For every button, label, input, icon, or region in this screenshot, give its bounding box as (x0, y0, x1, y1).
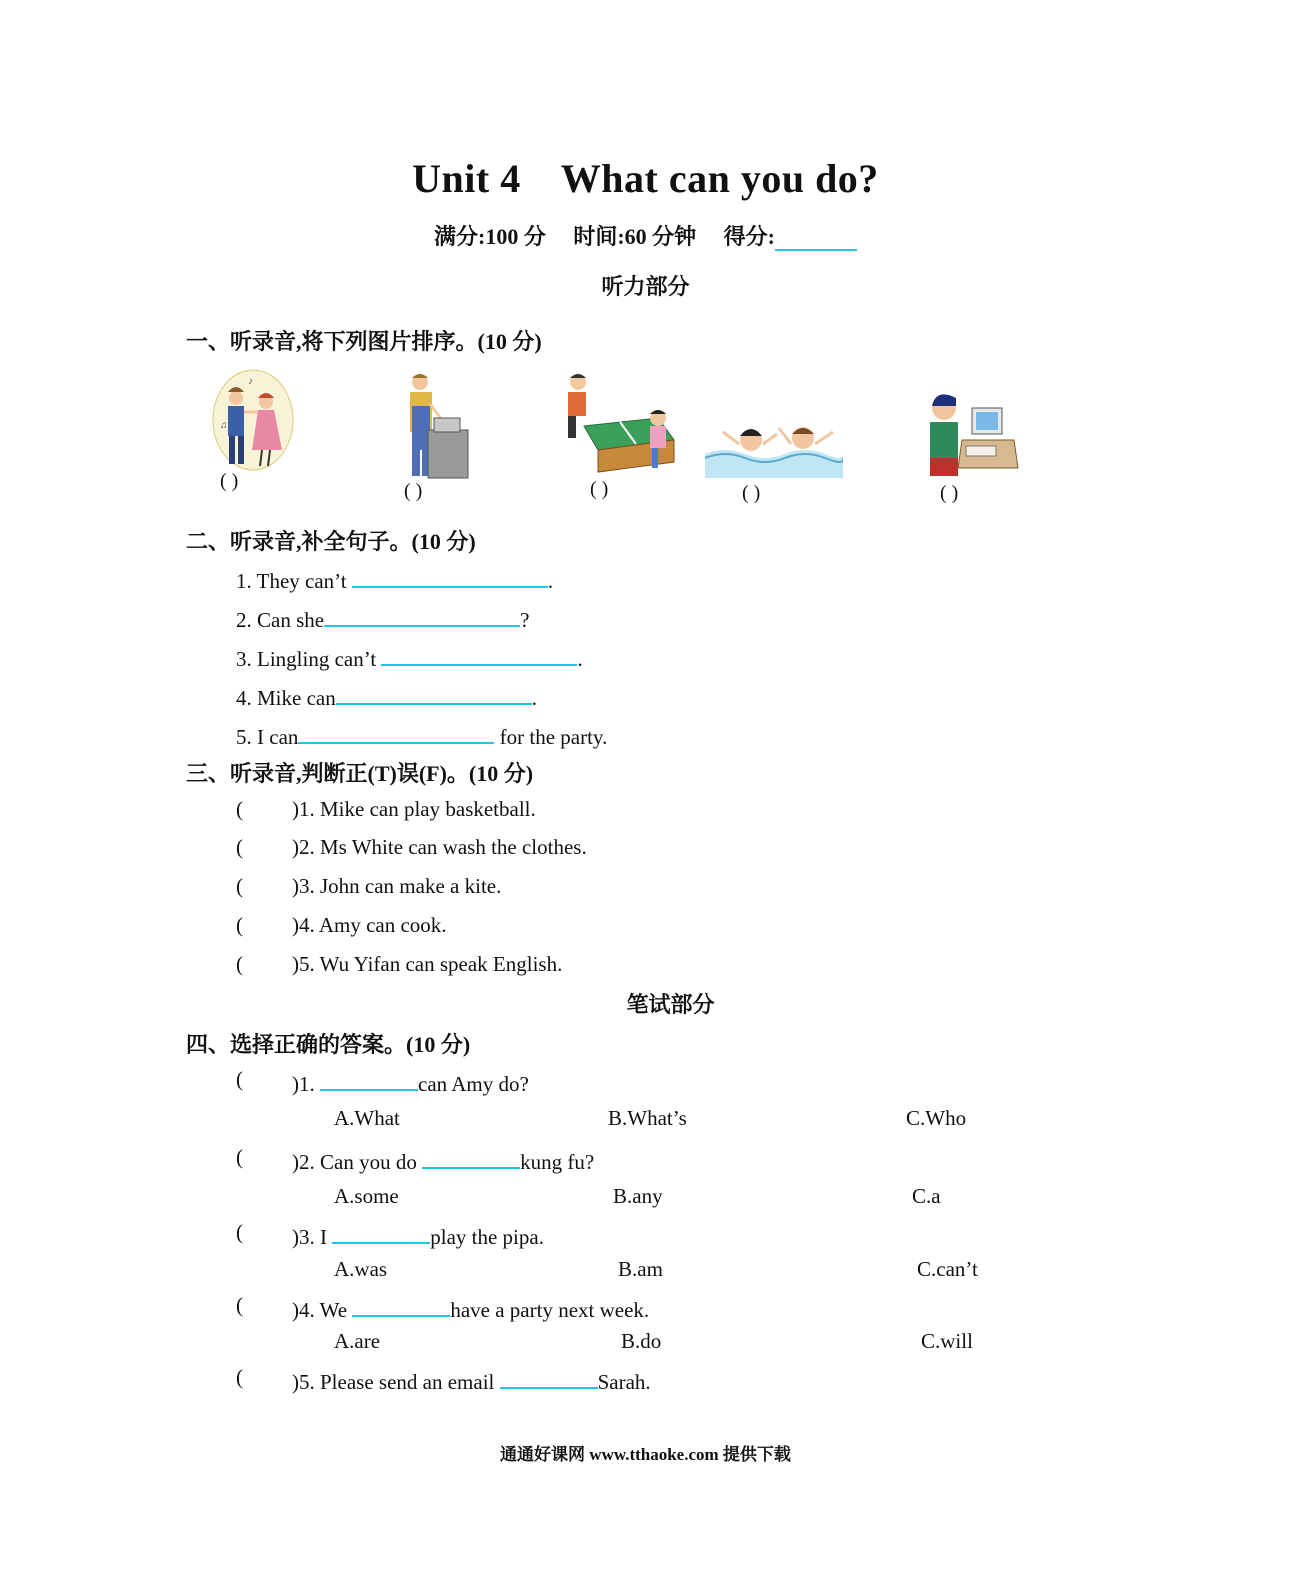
woman-cooking-picture (398, 370, 470, 482)
tf-item-4: )4. Amy can cook. (292, 913, 447, 937)
fill-item-end: for the party. (499, 725, 608, 749)
mc-number: )4. (292, 1298, 315, 1322)
mc-before: We (319, 1298, 348, 1322)
mc-before: Please send an email (320, 1370, 495, 1394)
fill-item-text: 2. Can she (236, 608, 325, 632)
title-text: What can you do? (560, 156, 879, 201)
page-title (0, 155, 1291, 202)
mc-number: )1. (292, 1072, 315, 1096)
mc-open-paren[interactable]: ( (236, 1220, 243, 1244)
mc-before: Can you do (320, 1150, 417, 1174)
mc-number: )5. (292, 1370, 315, 1394)
tf-open-paren[interactable]: ( (236, 797, 243, 821)
mc-open-paren[interactable]: ( (236, 1365, 243, 1389)
answer-blank[interactable] (500, 1365, 598, 1389)
fill-item-end: . (547, 569, 554, 593)
time-limit: 时间:60 分钟 (573, 224, 697, 249)
tf-open-paren[interactable]: ( (236, 835, 243, 859)
mc3-option-c[interactable]: C.can’t (917, 1257, 978, 1281)
section2-heading: 二、听录音,补全句子。(10 分) (186, 529, 476, 554)
fill-item-text: 4. Mike can (236, 686, 336, 710)
mc-after: play the pipa. (430, 1225, 544, 1249)
answer-blank[interactable] (336, 681, 532, 705)
tf-item-3: )3. John can make a kite. (292, 874, 502, 898)
answer-blank[interactable] (320, 1067, 418, 1091)
fill-item-text: 3. Lingling can’t (236, 647, 377, 671)
listening-heading: 听力部分 (601, 274, 690, 299)
answer-blank[interactable] (422, 1145, 520, 1169)
tf-open-paren[interactable]: ( (236, 874, 243, 898)
written-heading: 笔试部分 (626, 992, 715, 1017)
mc1-option-a[interactable]: A.What (334, 1106, 400, 1130)
svg-text:♪: ♪ (248, 376, 253, 387)
mc-number: )3. (292, 1225, 315, 1249)
ping-pong-picture (562, 370, 680, 478)
tf-open-paren[interactable]: ( (236, 913, 243, 937)
mc1-option-b[interactable]: B.What’s (608, 1106, 687, 1130)
fill-item-end: ? (520, 608, 530, 632)
exam-meta (0, 220, 1291, 251)
tf-item-1: )1. Mike can play basketball. (292, 797, 536, 821)
section3-heading: 三、听录音,判断正(T)误(F)。(10 分) (186, 761, 534, 786)
picture5-bracket[interactable]: ( ) (940, 482, 959, 504)
full-score: 满分:100 分 (434, 224, 546, 249)
mc4-option-b[interactable]: B.do (621, 1329, 662, 1353)
mc-open-paren[interactable]: ( (236, 1067, 243, 1091)
score-label: 得分: (723, 224, 775, 249)
fill-item-5 (236, 720, 607, 750)
mc2-option-a[interactable]: A.some (334, 1184, 399, 1208)
fill-item-3 (236, 642, 583, 672)
fill-item-4 (236, 681, 537, 711)
answer-blank[interactable] (352, 1293, 450, 1317)
tf-item-2: )2. Ms White can wash the clothes. (292, 835, 587, 859)
mc1-option-c[interactable]: C.Who (906, 1106, 967, 1130)
tf-item-5: )5. Wu Yifan can speak English. (292, 952, 563, 976)
svg-text:♫: ♫ (220, 420, 228, 431)
mc-number: )2. (292, 1150, 315, 1174)
mc-question-1 (292, 1067, 529, 1097)
mc-after: Sarah. (597, 1370, 651, 1394)
mc-open-paren[interactable]: ( (236, 1293, 243, 1317)
fill-item-1 (236, 564, 553, 594)
mc4-option-a[interactable]: A.are (334, 1329, 381, 1353)
fill-item-end: . (531, 686, 537, 710)
answer-blank[interactable] (332, 1220, 430, 1244)
footer-credit: 通通好课网 www.tthaoke.com 提供下载 (500, 1445, 791, 1464)
section1-heading: 一、听录音,将下列图片排序。(10 分) (186, 329, 542, 354)
fill-item-end: . (577, 647, 583, 671)
picture2-bracket[interactable]: ( ) (404, 480, 423, 502)
picture3-bracket[interactable]: ( ) (590, 478, 609, 500)
mc3-option-a[interactable]: A.was (334, 1257, 388, 1281)
mc-open-paren[interactable]: ( (236, 1145, 243, 1169)
fill-item-text: 1. They can’t (236, 569, 347, 593)
answer-blank[interactable] (381, 642, 577, 666)
mc-after: can Amy do? (418, 1072, 529, 1096)
mc-question-2 (292, 1145, 594, 1175)
fill-item-text: 5. I can (236, 725, 299, 749)
section4-heading: 四、选择正确的答案。(10 分) (186, 1032, 471, 1057)
mc2-option-c[interactable]: C.a (912, 1184, 941, 1208)
swimming-kids-picture (705, 414, 843, 478)
mc2-option-b[interactable]: B.any (613, 1184, 663, 1208)
mc-after: have a party next week. (450, 1298, 650, 1322)
mc-question-5 (292, 1365, 651, 1395)
answer-blank[interactable] (298, 720, 494, 744)
picture1-bracket[interactable]: ( ) (220, 470, 239, 492)
title-unit: Unit 4 (412, 156, 521, 201)
mc-question-4 (292, 1293, 649, 1323)
score-blank[interactable] (775, 225, 857, 251)
mc4-option-c[interactable]: C.will (921, 1329, 973, 1353)
answer-blank[interactable] (352, 564, 548, 588)
picture4-bracket[interactable]: ( ) (742, 482, 761, 504)
mc-before: I (320, 1225, 327, 1249)
tf-open-paren[interactable]: ( (236, 952, 243, 976)
boy-computer-picture (922, 388, 1020, 484)
answer-blank[interactable] (324, 603, 520, 627)
mc3-option-b[interactable]: B.am (618, 1257, 663, 1281)
dancing-couple-picture (208, 368, 298, 476)
mc-after: kung fu? (520, 1150, 595, 1174)
fill-item-2 (236, 603, 529, 633)
mc-question-3 (292, 1220, 544, 1250)
